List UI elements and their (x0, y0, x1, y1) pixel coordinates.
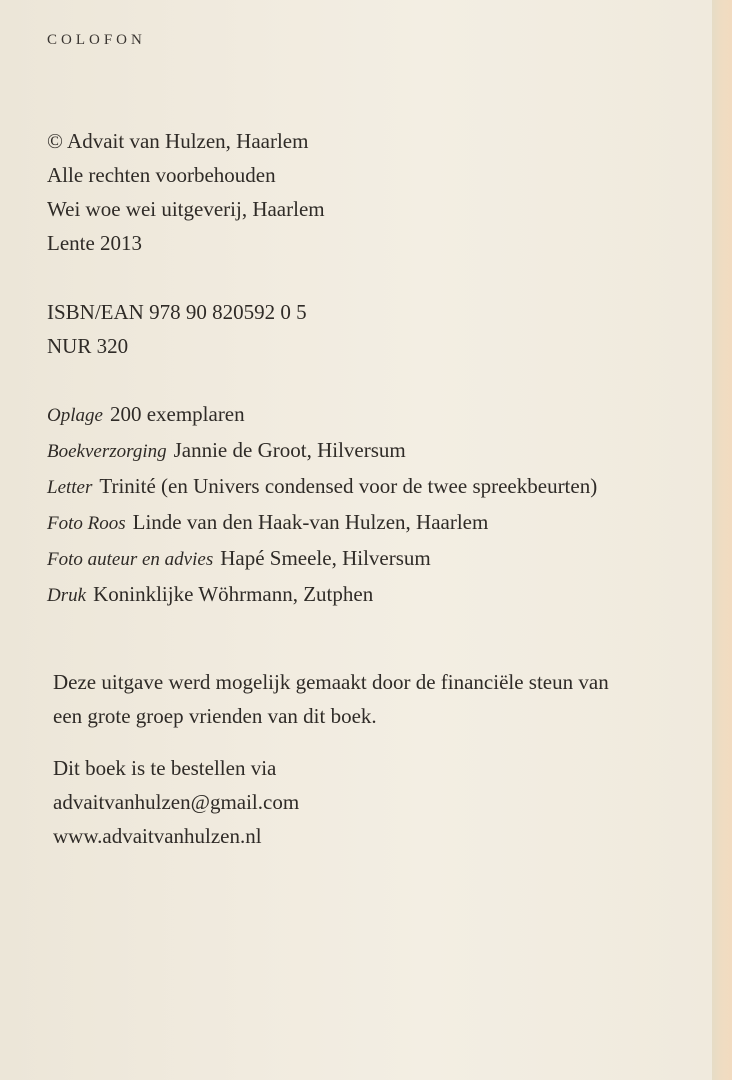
order-website: www.advaitvanhulzen.nl (53, 824, 262, 848)
support-block (53, 665, 609, 733)
credit-label: Foto Roos (47, 513, 126, 534)
copyright-line: © Advait van Hulzen, Haarlem (47, 129, 309, 153)
credit-photo-author (47, 541, 597, 577)
credit-value: Linde van den Haak-van Hulzen, Haarlem (132, 510, 489, 534)
nur-line: NUR 320 (47, 334, 129, 358)
credit-value: Trinité (en Univers condensed voor de twee spreekbeurten) (99, 474, 598, 498)
support-line-1: Deze uitgave werd mogelijk gemaakt door de financiële steun van (53, 670, 609, 694)
order-intro: Dit boek is te bestellen via (53, 756, 277, 780)
colophon-heading: COLOFON (47, 32, 146, 48)
credit-book-design (47, 433, 597, 469)
credit-photo-roos (47, 505, 597, 541)
credit-label: Druk (47, 585, 87, 606)
credit-value: Jannie de Groot, Hilversum (173, 438, 406, 462)
page-edge (712, 0, 732, 1080)
credit-label: Foto auteur en advies (47, 549, 214, 570)
edition-date-line: Lente 2013 (47, 231, 143, 255)
credit-typeface (47, 469, 597, 505)
order-block (53, 751, 299, 853)
codes-block (47, 295, 307, 363)
rights-reserved-line: Alle rechten voorbehouden (47, 163, 276, 187)
publisher-line: Wei woe wei uitgeverij, Haarlem (47, 197, 325, 221)
credit-value: 200 exemplaren (109, 402, 245, 426)
credit-label: Letter (47, 477, 93, 498)
credit-edition-size (47, 397, 597, 433)
credit-label: Boekverzorging (47, 441, 167, 462)
credits-block (47, 397, 597, 613)
order-email: advaitvanhulzen@gmail.com (53, 790, 300, 814)
credit-printer (47, 577, 597, 613)
credit-value: Hapé Smeele, Hilversum (220, 546, 431, 570)
support-line-2: een grote groep vrienden van dit boek. (53, 704, 377, 728)
isbn-line: ISBN/EAN 978 90 820592 0 5 (47, 300, 307, 324)
rights-block (47, 124, 325, 260)
credit-value: Koninklijke Wöhrmann, Zutphen (93, 582, 374, 606)
credit-label: Oplage (47, 405, 103, 426)
